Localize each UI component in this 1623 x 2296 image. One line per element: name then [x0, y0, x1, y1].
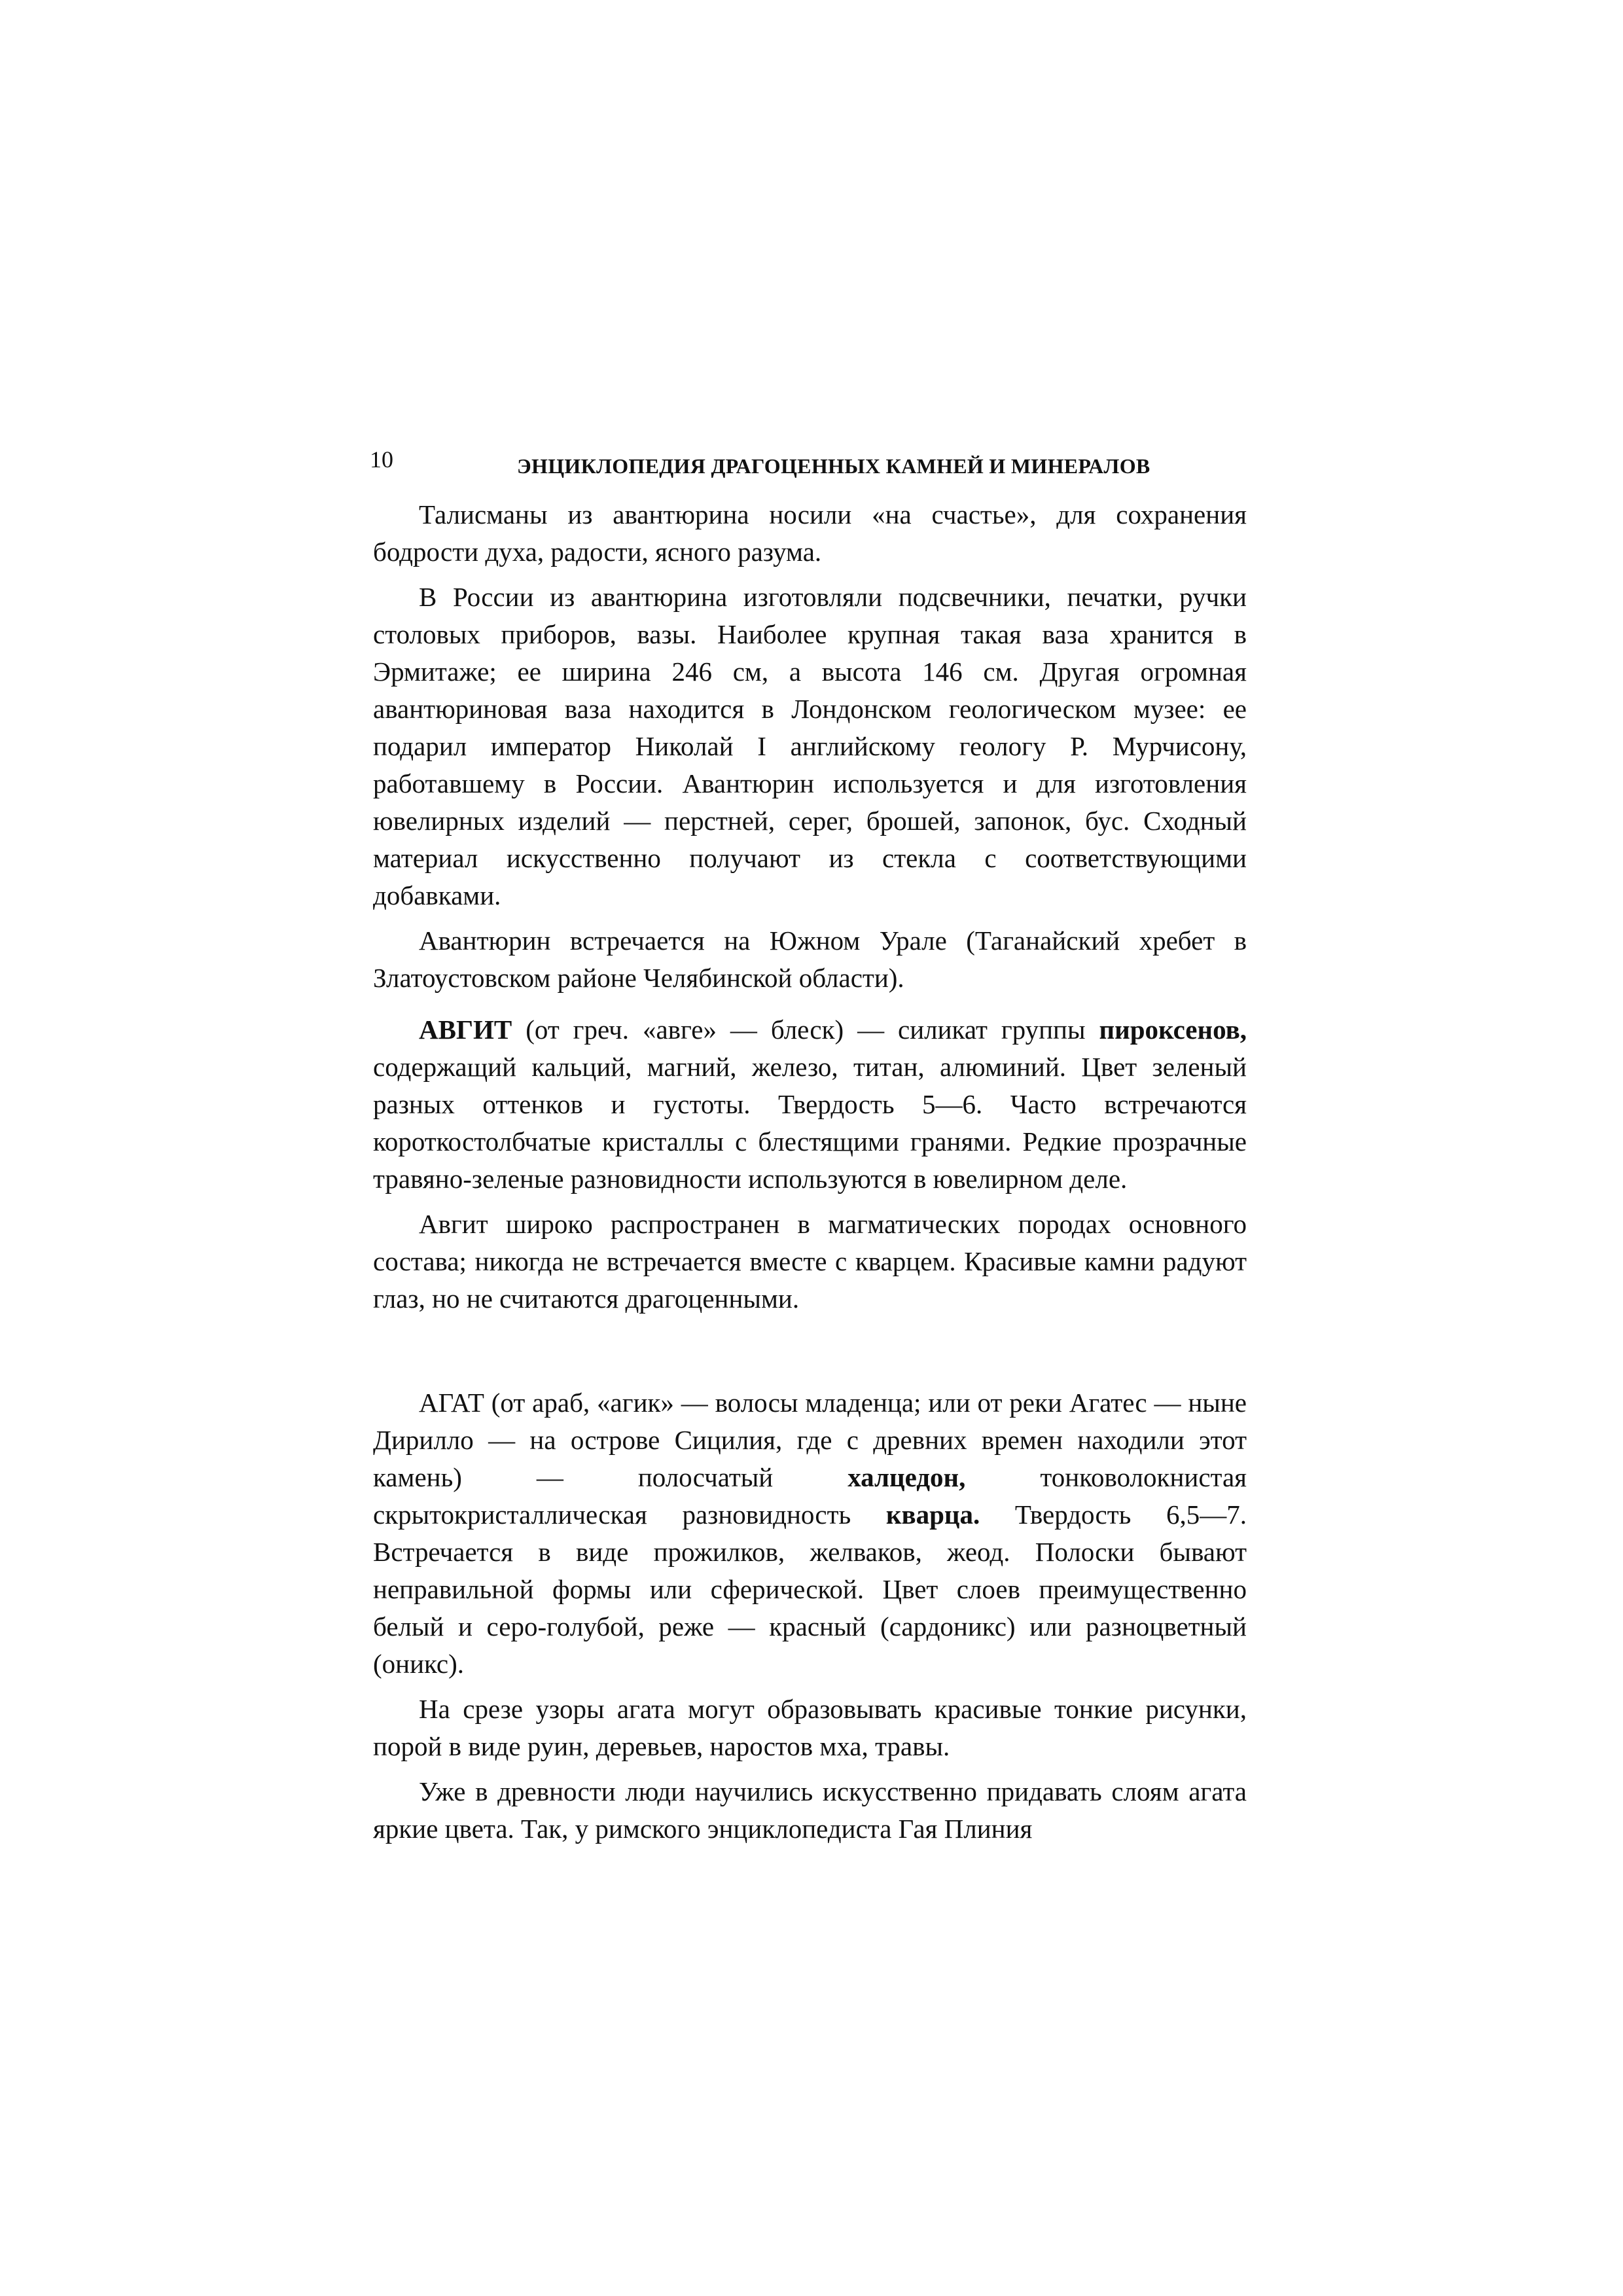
entry-augite — [373, 1011, 1247, 1318]
entry-agate — [373, 1384, 1247, 1848]
page-number: 10 — [370, 446, 393, 473]
agate-text-a: АГАТ (от араб, «агик» — волосы младенца; или от реки Агатес — ныне Дирилло — на острове Сицилия, где с древних времен находили этот камень) — полосчатый — [373, 1388, 1247, 1492]
agate-text-b: тонковолокнистая скрытокристаллическая разновидность — [373, 1462, 1247, 1530]
agate-link-quartz: кварца. — [885, 1499, 980, 1530]
augite-paragraph-1 — [373, 1011, 1247, 1198]
agate-text-c: Твердость 6,5—7. Встречается в виде прожилков, желваков, жеод. Полоски бывают неправильной формы или сферической. Цвет слоев преимущественно белый и серо-голубой, реже — красный (сардоникс) или разноцветный (оникс). — [373, 1499, 1247, 1679]
augite-text-b: содержащий кальций, магний, железо, титан, алюминий. Цвет зеленый разных оттенков и густоты. Твердость 5—6. Часто встречаются короткостолбчатые кристаллы с блестящими гранями. Редкие прозрачные травяно-зеленые разновидности используются в ювелирном деле. — [373, 1052, 1247, 1194]
augite-term: АВГИТ — [419, 1014, 512, 1045]
running-header: ЭНЦИКЛОПЕДИЯ ДРАГОЦЕННЫХ КАМНЕЙ И МИНЕРАЛОВ — [517, 454, 1150, 478]
aventurine-paragraph-2: В России из авантюрина изготовляли подсвечники, печатки, ручки столовых приборов, вазы. Наиболее крупная такая ваза хранится в Эрмитаже; ее ширина 246 см, а высота 146 см. Другая огромная авантюриновая ваза находится в Лондонском геологическом музее: ее подарил император Николай I английскому геологу Р. Мурчисону, работавшему в России. Авантюрин используется и для изготовления ювелирных изделий — перстней, серег, брошей, запонок, бус. Сходный материал искусственно получают из стекла с соответствующими добавками. — [373, 582, 1247, 910]
agate-paragraph-2: На срезе узоры агата могут образовывать красивые тонкие рисунки, порой в виде руин, деревьев, наростов мха, травы. — [373, 1694, 1247, 1761]
aventurine-paragraph-3: Авантюрин встречается на Южном Урале (Таганайский хребет в Златоустовском районе Челябинской области). — [373, 925, 1247, 993]
agate-paragraph-1 — [373, 1384, 1247, 1683]
augite-link-pyroxenes: пироксенов, — [1099, 1014, 1247, 1045]
augite-paragraph-2: Авгит широко распространен в магматических породах основного состава; никогда не встречается вместе с кварцем. Красивые камни радуют глаз, но не считаются драгоценными. — [373, 1209, 1247, 1314]
aventurine-paragraph-1: Талисманы из авантюрина носили «на счастье», для сохранения бодрости духа, радости, ясного разума. — [373, 499, 1247, 567]
entry-aventurine — [373, 496, 1247, 997]
agate-link-chalcedony: халцедон, — [847, 1462, 966, 1492]
agate-paragraph-3: Уже в древности люди научились искусственно придавать слоям агата яркие цвета. Так, у римского энциклопедиста Гая Плиния — [373, 1776, 1247, 1844]
augite-text-a: (от греч. «авге» — блеск) — силикат группы — [512, 1014, 1099, 1045]
